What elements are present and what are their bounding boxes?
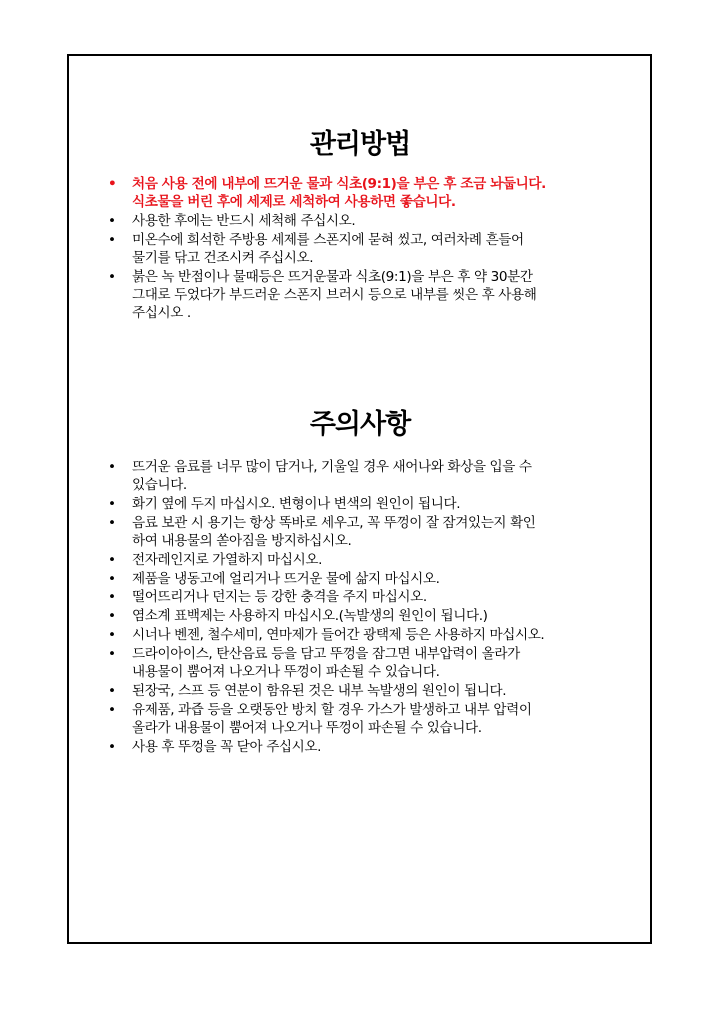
caution-item	[108, 738, 628, 756]
caution-item-text: 올라가 내용물이 뿜어져 나오거나 뚜껑이 파손될 수 있습니다.	[132, 719, 482, 736]
caution-item	[108, 495, 628, 513]
caution-item	[108, 588, 628, 606]
caution-item-text: 내용물이 뿜어져 나오거나 뚜껑이 파손될 수 있습니다.	[132, 663, 440, 680]
caution-item-text: 된장국, 스프 등 연분이 함유된 것은 내부 녹발생의 원인이 됩니다.	[132, 682, 507, 699]
caution-item-text: 하여 내용물의 쏟아짐을 방지하십시오.	[132, 533, 352, 549]
care-item-text: 식초물을 버린 후에 세제로 세척하여 사용하면 좋습니다.	[132, 194, 456, 211]
caution-item-text: 전자레인지로 가열하지 마십시오.	[132, 551, 323, 568]
caution-item	[108, 570, 628, 588]
caution-item-text: 유제품, 과즙 등을 오랫동안 방치 할 경우 가스가 발생하고 내부 압력이	[132, 701, 532, 718]
care-item-text: 주십시오 .	[132, 305, 191, 322]
bullet-icon: •	[108, 682, 116, 699]
care-item-text: 붉은 녹 반점이나 물때등은 뜨거운물과 식초(9:1)을 부은 후 약 30분간	[132, 268, 533, 285]
caution-item-text: 떨어뜨리거나 던지는 등 강한 충격을 주지 마십시오.	[132, 589, 427, 606]
care-item-text: 그대로 두었다가 부드러운 스폰지 브러시 등으로 내부를 씻은 후 사용해	[132, 287, 537, 303]
caution-item	[108, 682, 628, 700]
bullet-icon: •	[108, 231, 116, 248]
caution-item-text: 있습니다.	[132, 477, 187, 494]
caution-item-text: 사용 후 뚜껑을 꼭 닫아 주십시오.	[132, 738, 322, 755]
caution-item	[108, 645, 628, 681]
bullet-icon: •	[108, 551, 116, 568]
bullet-icon: •	[108, 608, 116, 625]
bullet-icon: •	[108, 738, 116, 755]
care-item-text: 미온수에 희석한 주방용 세제를 스폰지에 묻혀 씼고, 여러차례 흔들어	[132, 231, 524, 248]
caution-item	[108, 607, 628, 625]
care-item-text: 처음 사용 전에 내부에 뜨거운 물과 식초(9:1)을 부은 후 조금 놔둡니다.	[132, 176, 546, 192]
caution-item-text: 뜨거운 음료를 너무 많이 담거나, 기울일 경우 새어나와 화상을 입을 수	[132, 459, 532, 475]
care-item	[108, 231, 628, 267]
bullet-icon: •	[108, 570, 116, 587]
care-item	[108, 212, 628, 230]
bullet-icon: •	[108, 459, 116, 475]
caution-item-text: 염소계 표백제는 사용하지 마십시오.(녹발생의 원인이 됩니다.)	[132, 608, 488, 625]
caution-item-text: 화기 옆에 두지 마십시오. 변형이나 변색의 원인이 됩니다.	[132, 496, 461, 512]
care-title: 관리방법	[309, 129, 411, 160]
caution-title: 주의사항	[309, 409, 411, 440]
bullet-icon: •	[108, 514, 116, 531]
bullet-icon: •	[108, 589, 116, 606]
bullet-icon: •	[108, 176, 117, 192]
caution-list	[108, 458, 628, 756]
caution-item	[108, 458, 628, 494]
care-item	[108, 268, 628, 323]
bullet-icon: •	[108, 626, 116, 643]
bullet-icon: •	[108, 268, 116, 285]
caution-item	[108, 626, 628, 644]
care-item-warning	[108, 175, 628, 211]
bullet-icon: •	[108, 645, 116, 662]
caution-item	[108, 514, 628, 550]
caution-item-text: 시너나 벤젠, 철수세미, 연마제가 들어간 광택제 등은 사용하지 마십시오.	[132, 626, 545, 643]
care-item-text: 사용한 후에는 반드시 세척해 주십시오.	[132, 213, 356, 229]
caution-item	[108, 701, 628, 737]
bullet-icon: •	[108, 496, 116, 512]
caution-item-text: 음료 보관 시 용기는 항상 똑바로 세우고, 꼭 뚜껑이 잘 잠겨있는지 확인	[132, 514, 536, 531]
care-item-text: 물기를 닦고 건조시켜 주십시오.	[132, 250, 314, 266]
caution-item-text: 드라이아이스, 탄산음료 등을 담고 뚜껑을 잠그면 내부압력이 올라가	[132, 645, 520, 662]
caution-item-text: 제품을 냉동고에 얼리거나 뜨거운 물에 삶지 마십시오.	[132, 570, 440, 587]
bullet-icon: •	[108, 213, 116, 229]
care-list	[108, 175, 628, 323]
caution-item	[108, 551, 628, 569]
bullet-icon: •	[108, 701, 116, 718]
